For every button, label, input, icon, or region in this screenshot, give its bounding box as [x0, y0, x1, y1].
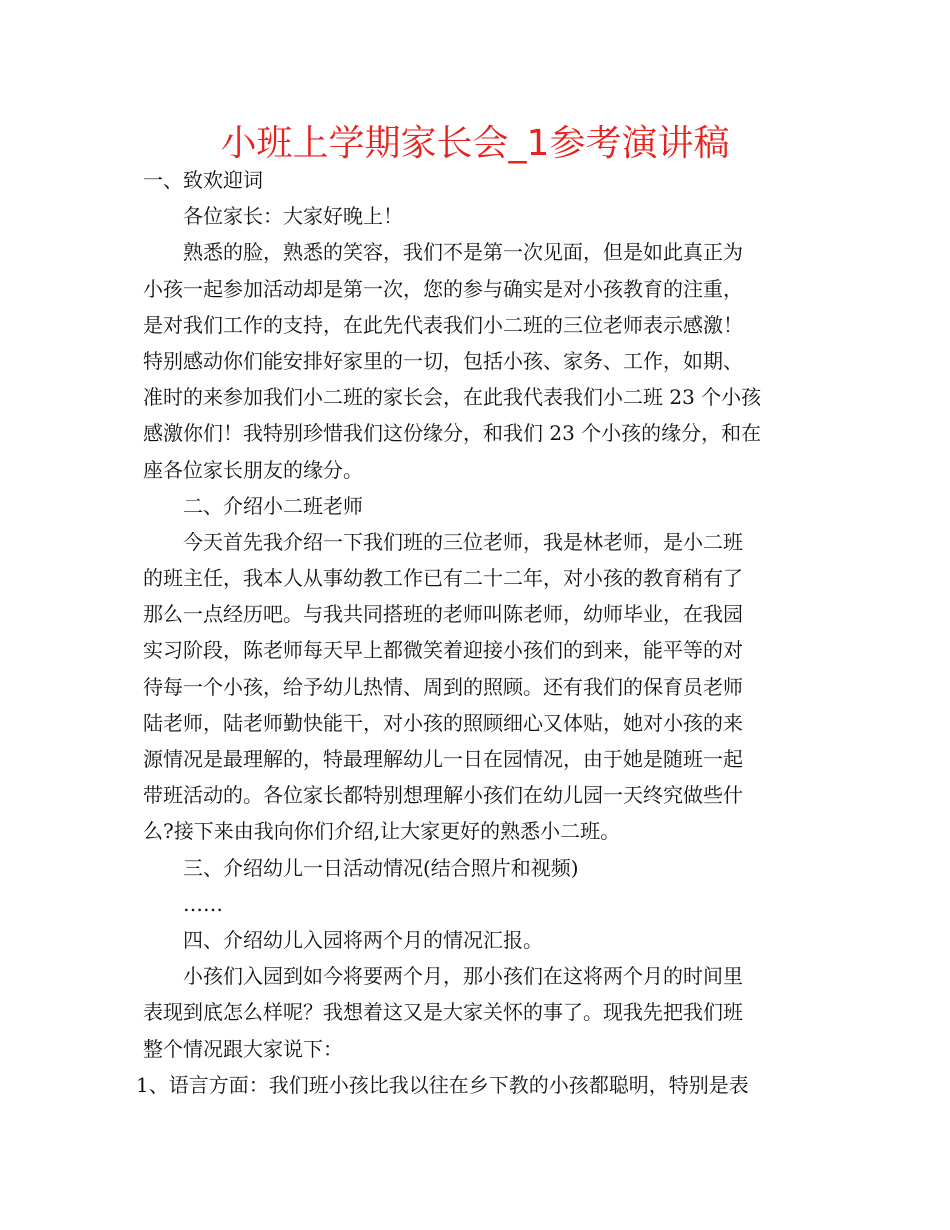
paragraph-line: 么?接下来由我向你们介绍,让大家更好的熟悉小二班。	[143, 819, 621, 844]
paragraph-line: 座各位家长朋友的缘分。	[143, 457, 363, 482]
paragraph-line: 二、介绍小二班老师	[183, 493, 363, 518]
document-title: 小班上学期家长会_1参考演讲稿	[220, 123, 730, 164]
paragraph-line: 整个情况跟大家说下：	[143, 1036, 343, 1061]
paragraph-line: 是对我们工作的支持，在此先代表我们小二班的三位老师表示感激！	[143, 312, 743, 337]
paragraph-line: 待每一个小孩，给予幼儿热情、周到的照顾。还有我们的保育员老师	[143, 674, 743, 699]
paragraph-line: 那么一点经历吧。与我共同搭班的老师叫陈老师，幼师毕业，在我园	[143, 602, 743, 627]
paragraph-line: 小孩一起参加活动却是第一次，您的参与确实是对小孩教育的注重，	[143, 276, 743, 301]
paragraph-line: 的班主任，我本人从事幼教工作已有二十二年，对小孩的教育稍有了	[143, 566, 743, 591]
paragraph-line: 小孩们入园到如今将要两个月，那小孩们在这将两个月的时间里	[183, 964, 743, 989]
paragraph-line: 准时的来参加我们小二班的家长会，在此我代表我们小二班 23 个小孩	[143, 385, 762, 410]
paragraph-line: 感激你们！我特别珍惜我们这份缘分，和我们 23 个小孩的缘分，和在	[143, 421, 762, 446]
document-body	[136, 162, 813, 1103]
paragraph-line: 实习阶段，陈老师每天早上都微笑着迎接小孩们的到来，能平等的对	[143, 638, 743, 663]
paragraph-line: 一、致欢迎词	[143, 168, 263, 192]
paragraph-line: 熟悉的脸，熟悉的笑容，我们不是第一次见面，但是如此真正为	[183, 240, 743, 265]
paragraph-line: 陆老师，陆老师勤快能干，对小孩的照顾细心又体贴，她对小孩的来	[143, 710, 743, 735]
paragraph-line: 带班活动的。各位家长都特别想理解小孩们在幼儿园一天终究做些什	[143, 783, 743, 808]
paragraph-line: 1、语言方面：我们班小孩比我以往在乡下教的小孩都聪明，特别是表	[136, 1072, 749, 1097]
paragraph-line: 源情况是最理解的，特最理解幼儿一日在园情况，由于她是随班一起	[143, 747, 743, 771]
paragraph-line: 今天首先我介绍一下我们班的三位老师，我是林老师，是小二班	[183, 529, 743, 554]
paragraph-line: 三、介绍幼儿一日活动情况(结合照片和视频)	[183, 855, 579, 880]
paragraph-line: 四、介绍幼儿入园将两个月的情况汇报。	[183, 927, 543, 952]
paragraph-line: ……	[183, 891, 223, 916]
paragraph-line: 表现到底怎么样呢？我想着这又是大家关怀的事了。现我先把我们班	[143, 1000, 743, 1025]
paragraph-line: 特别感动你们能安排好家里的一切，包括小孩、家务、工作，如期、	[143, 348, 743, 373]
paragraph-line: 各位家长：大家好晚上！	[183, 204, 403, 229]
